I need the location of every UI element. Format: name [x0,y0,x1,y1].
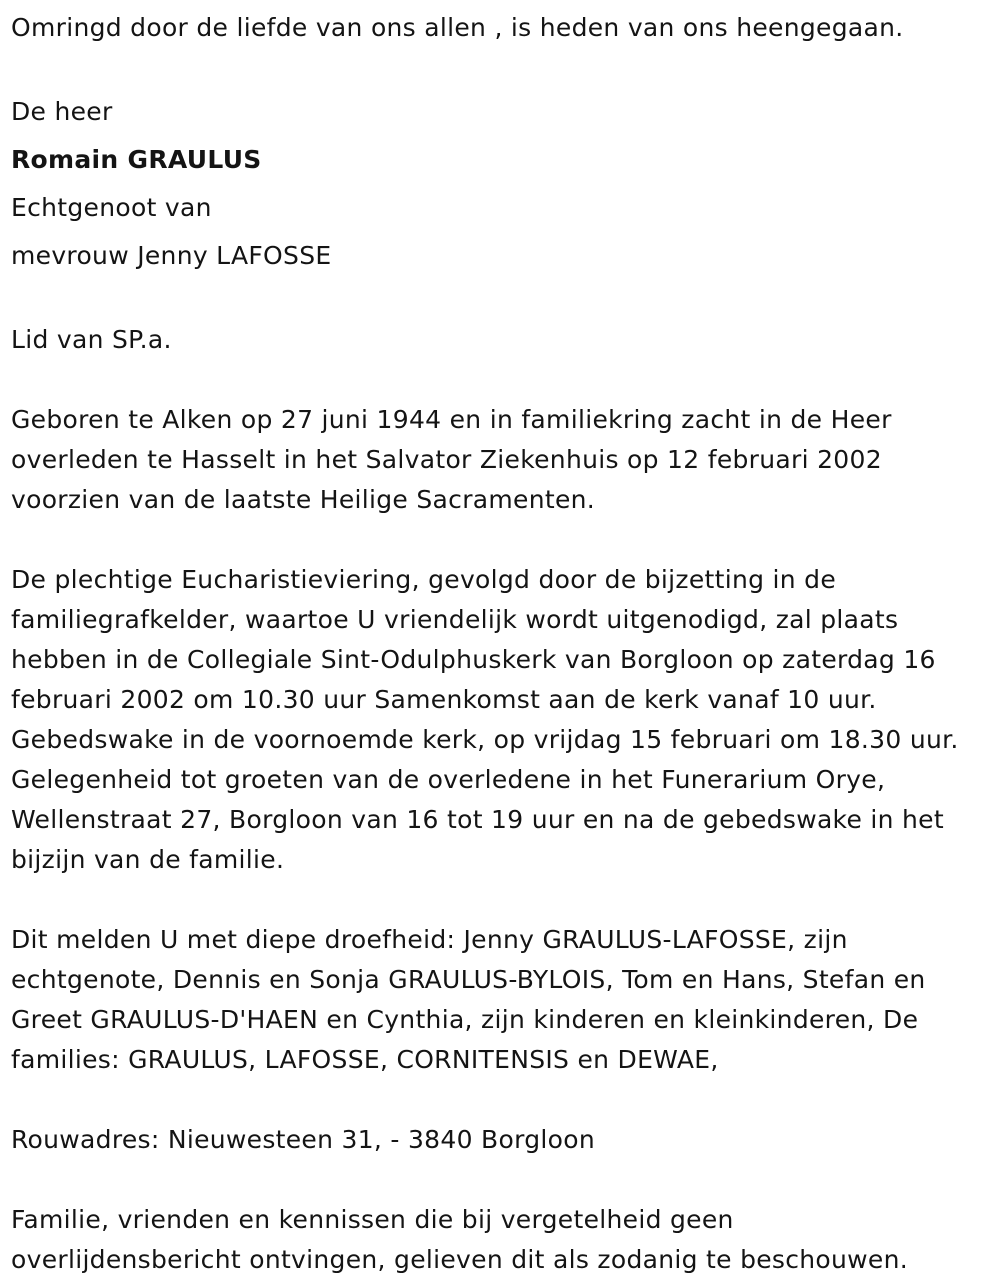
paragraph-line: Wellenstraat 27, Borgloon van 16 tot 19 uur en na de gebedswake in het [11,805,944,834]
intro-text: Omringd door de liefde van ons allen , is heden van ons heengegaan. [11,13,904,42]
spouse-label: Echtgenoot van [11,193,212,222]
spacer [11,360,991,400]
spacer [11,1160,991,1200]
paragraph-line: De plechtige Eucharistieviering, gevolgd door de bijzetting in de [11,565,837,594]
paragraph-line: overlijdensbericht ontvingen, gelieven dit als zodanig te beschouwen. [11,1245,908,1274]
family-paragraph [11,920,991,1080]
paragraph-line: Gelegenheid tot groeten van de overledene in het Funerarium Orye, [11,765,886,794]
paragraph-line: Greet GRAULUS-D'HAEN en Cynthia, zijn kinderen en kleinkinderen, De [11,1005,919,1034]
spacer [11,880,991,920]
paragraph-line: familiegrafkelder, waartoe U vriendelijk wordt uitgenodigd, zal plaats [11,605,899,634]
birth-death-paragraph [11,400,991,520]
paragraph-line: Geboren te Alken op 27 juni 1944 en in familiekring zacht in de Heer [11,405,892,434]
paragraph-line: voorzien van de laatste Heilige Sacramenten. [11,485,596,514]
spacer [11,280,991,320]
paragraph-line: families: GRAULUS, LAFOSSE, CORNITENSIS en DEWAE, [11,1045,719,1074]
salutation: De heer [11,97,113,126]
spacer [11,1080,991,1120]
deceased-name: Romain GRAULUS [11,145,262,174]
obituary-notice [11,8,991,1280]
closing-paragraph [11,1200,991,1280]
paragraph-line: hebben in de Collegiale Sint-Odulphuskerk van Borgloon op zaterdag 16 [11,645,936,674]
paragraph-line: bijzijn van de familie. [11,845,285,874]
membership-text: Lid van SP.a. [11,325,172,354]
paragraph-line: Dit melden U met diepe droefheid: Jenny GRAULUS-LAFOSSE, zijn [11,925,848,954]
spouse-name: mevrouw Jenny LAFOSSE [11,241,332,270]
spacer [11,48,991,88]
paragraph-line: Familie, vrienden en kennissen die bij vergetelheid geen [11,1205,734,1234]
paragraph-line: februari 2002 om 10.30 uur Samenkomst aan de kerk vanaf 10 uur. [11,685,877,714]
paragraph-line: Gebedswake in de voornoemde kerk, op vrijdag 15 februari om 18.30 uur. [11,725,959,754]
paragraph-line: overleden te Hasselt in het Salvator Ziekenhuis op 12 februari 2002 [11,445,882,474]
paragraph-line: echtgenote, Dennis en Sonja GRAULUS-BYLOIS, Tom en Hans, Stefan en [11,965,926,994]
spacer [11,520,991,560]
ceremony-paragraph [11,560,991,880]
mourning-address: Rouwadres: Nieuwesteen 31, - 3840 Borgloon [11,1125,595,1154]
